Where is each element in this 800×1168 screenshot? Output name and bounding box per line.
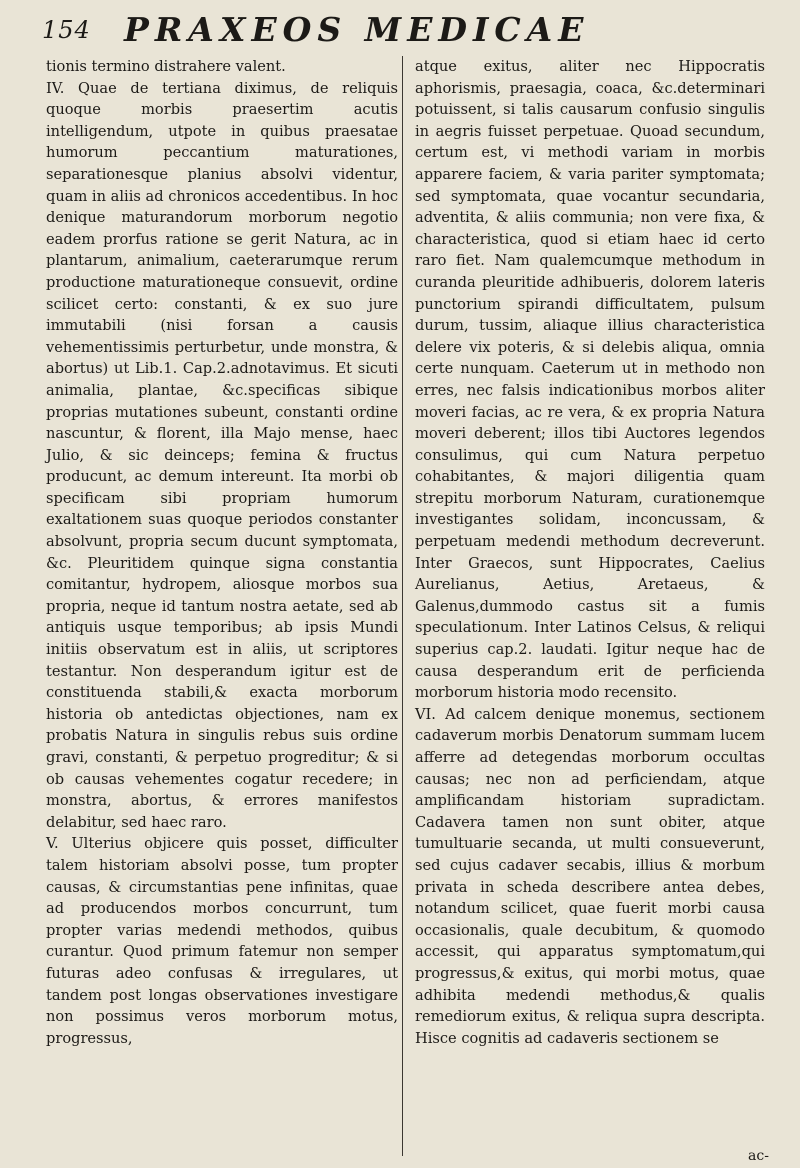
right-column <box>415 56 765 1049</box>
running-title: PRAXEOS MEDICAE <box>124 10 590 49</box>
left-column <box>46 56 398 1049</box>
right-paragraph-2: VI. Ad calcem denique monemus, sectionem cadaverum morbis Denatorum summam lucem afferre ad detegendas morborum occultas causas; nec non ad perficiendam, atque amplificandam historiam supradictam. Cadavera tamen non sunt obiter, atque tumultuarie secanda, ut multi consueverunt, sed cujus cadaver secabis, illius & morbum privata in scheda describere antea debes, notandum scilicet, quae fuerit morbi causa occasionalis, quale decubitum, & quomodo accessit, qui apparatus symptomatum,qui progressus,& exitus, qui morbi motus, quae adhibita medendi methodus,& qualis remediorum exitus, & reliqua supra descripta. Hisce cognitis ad cadaveris sectionem se <box>415 705 765 1047</box>
page-number: 154 <box>42 16 91 44</box>
right-paragraph-1: atque exitus, aliter nec Hippocratis aphorismis, praesagia, coaca, &c.determinari potuissent, si talis causarum confusio singulis in aegris fuisset perpetuae. Quoad secundum, certum est, vi methodi variam in morbis apparere faciem, & varia pariter symptomata; sed symptomata, quae vocantur secundaria, adventita, & aliis communia; non vere fixa, & characteristica, quod si etiam haec id certo raro fiet. Nam qualemcumque methodum in curanda pleuritide adhibueris, dolorem lateris punctorium spirandi difficultatem, pulsum durum, tussim, aliaque illius characteristica delere vix poteris, & si delebis aliqua, omnia certe nunquam. Caeterum ut in methodo non erres, nec falsis indicationibus morbos aliter moveri facias, ac re vera, & ex propria Natura moveri deberent; illos tibi Auctores legendos consulimus, qui cum Natura perpetuo cohabitantes, & majori diligentia quam strepitu morborum Naturam, curationemque investigantes solidam, inconcussam, & perpetuam medendi methodum decreverunt. Inter Graecos, sunt Hippocrates, Caelius Aurelianus, Aetius, Aretaeus, & Galenus,dummodo castus sit a fumis speculationum. Inter Latinos Celsus, & reliqui superius cap.2. laudati. Igitur neque hac de causa desperandum erit de perficienda morborum historia modo recensito. <box>415 58 765 702</box>
page-header <box>42 8 772 52</box>
left-paragraph-1: tionis termino distrahere valent. <box>46 58 286 75</box>
catchword: ac- <box>748 1148 769 1164</box>
column-divider <box>402 56 403 1156</box>
left-paragraph-2: IV. Quae de tertiana diximus, de reliquis quoque morbis praesertim acutis intelligendum, utpote in quibus praesatae humorum peccantium maturationes, separationesque planius absolvi videntur, quam in aliis ad chronicos accedentibus. In hoc denique maturandorum morborum negotio eadem prorfus ratione se gerit Natura, ac in plantarum, animalium, caeterarumque rerum productione maturationeque consuevit, ordine scilicet certo: constanti, & ex suo jure immutabili (nisi forsan a causis vehementissimis perturbetur, unde monstra, & abortus) ut Lib.1. Cap.2.adnotavimus. Et sicuti animalia, plantae, &c.specificas sibique proprias mutationes subeunt, constanti ordine nascuntur, & florent, illa Majo mense, haec Julio, & sic deinceps; femina & fructus producunt, ac demum intereunt. Ita morbi ob specificam sibi propriam humorum exaltationem suas quoque periodos constanter absolvunt, propria secum ducunt symptomata, &c. Pleuritidem quinque signa constantia comitantur, hydropem, aliosque morbos sua propria, neque id tantum nostra aetate, sed ab antiquis usque temporibus; ab ipsis Mundi initiis observatum est in aliis, ut scriptores testantur. Non desperandum igitur est de constituenda stabili,& exacta morborum historia ob antedictas objectiones, nam ex probatis Natura in singulis rebus suis ordine gravi, constanti, & perpetuo progreditur; & si ob causas vehementes cogatur recedere; in monstra, abortus, & errores manifestos delabitur, sed haec raro. <box>46 79 398 831</box>
left-paragraph-3: V. Ulterius objicere quis posset, difficulter talem historiam absolvi posse, tum propter causas, & circumstantias pene infinitas, quae ad producendos morbos concurrunt, tum propter varias medendi methodos, quibus curantur. Quod primum fatemur non semper futuras adeo confusas & irregulares, ut tandem post longas observationes investigare non possimus veros morborum motus, progressus, <box>46 835 398 1047</box>
